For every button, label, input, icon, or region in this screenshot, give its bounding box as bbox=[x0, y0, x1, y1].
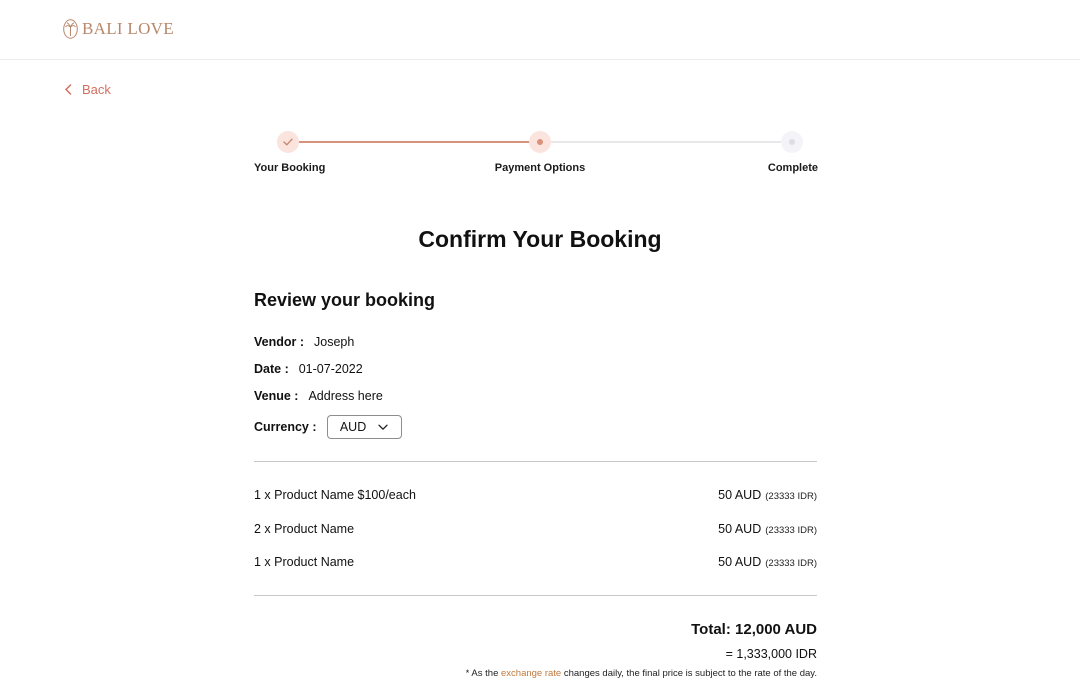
checkmark-icon bbox=[283, 138, 293, 146]
exchange-rate-link[interactable]: exchange rate bbox=[501, 668, 562, 679]
vendor-row bbox=[254, 335, 354, 349]
page-title: Confirm Your Booking bbox=[418, 226, 662, 252]
chevron-down-icon bbox=[378, 424, 388, 431]
order-total-idr: = 1,333,000 IDR bbox=[725, 647, 817, 661]
venue-value: Address here bbox=[308, 389, 383, 403]
currency-selected-value: AUD bbox=[339, 420, 367, 434]
venue-row bbox=[254, 389, 383, 403]
line-item bbox=[254, 522, 817, 536]
chevron-left-icon bbox=[64, 84, 72, 95]
step-your-booking-indicator bbox=[277, 131, 299, 153]
vendor-value: Joseph bbox=[314, 335, 355, 349]
line-item-idr: (23333 IDR) bbox=[765, 491, 817, 502]
step-payment-options-indicator bbox=[529, 131, 551, 153]
venue-label: Venue : bbox=[254, 389, 299, 403]
upcoming-step-dot bbox=[789, 139, 795, 145]
line-item-amount: 50 AUD bbox=[718, 555, 762, 569]
brand-name: BALI LOVE bbox=[82, 19, 174, 38]
line-item bbox=[254, 555, 817, 569]
palm-tree-icon bbox=[63, 19, 78, 39]
current-step-dot bbox=[537, 139, 543, 145]
currency-row bbox=[254, 415, 402, 439]
step-label-payment-options: Payment Options bbox=[494, 162, 586, 174]
line-item-amount: 50 AUD bbox=[718, 522, 762, 536]
back-label: Back bbox=[82, 82, 111, 97]
line-item-price bbox=[718, 488, 817, 502]
order-total: Total: 12,000 AUD bbox=[691, 621, 817, 638]
progress-track-complete bbox=[288, 141, 540, 143]
date-row bbox=[254, 362, 363, 376]
divider bbox=[254, 461, 817, 462]
step-label-your-booking: Your Booking bbox=[254, 162, 326, 174]
line-item-price bbox=[718, 522, 817, 536]
top-bar bbox=[0, 0, 1080, 60]
note-suffix: changes daily, the final price is subject to the rate of the day. bbox=[561, 668, 817, 679]
date-value: 01-07-2022 bbox=[298, 362, 363, 376]
line-item-idr: (23333 IDR) bbox=[765, 558, 817, 569]
step-complete-indicator bbox=[781, 131, 803, 153]
line-item bbox=[254, 488, 817, 502]
line-item-idr: (23333 IDR) bbox=[765, 525, 817, 536]
brand-logo[interactable] bbox=[63, 19, 174, 39]
vendor-label: Vendor : bbox=[254, 335, 305, 349]
divider bbox=[254, 595, 817, 596]
currency-select[interactable] bbox=[327, 415, 402, 439]
date-label: Date : bbox=[254, 362, 289, 376]
step-label-complete: Complete bbox=[767, 162, 818, 174]
progress-track-remaining bbox=[540, 141, 790, 143]
line-item-price bbox=[718, 555, 817, 569]
line-item-description: 1 x Product Name bbox=[254, 555, 355, 569]
line-item-description: 1 x Product Name $100/each bbox=[254, 488, 416, 502]
booking-progress-stepper bbox=[254, 130, 818, 180]
currency-label: Currency : bbox=[254, 420, 317, 434]
line-item-amount: 50 AUD bbox=[718, 488, 762, 502]
back-link[interactable] bbox=[64, 82, 111, 97]
line-item-description: 2 x Product Name bbox=[254, 522, 355, 536]
review-section-title: Review your booking bbox=[254, 290, 436, 310]
note-prefix: * As the bbox=[465, 668, 501, 679]
exchange-rate-note bbox=[466, 668, 817, 679]
